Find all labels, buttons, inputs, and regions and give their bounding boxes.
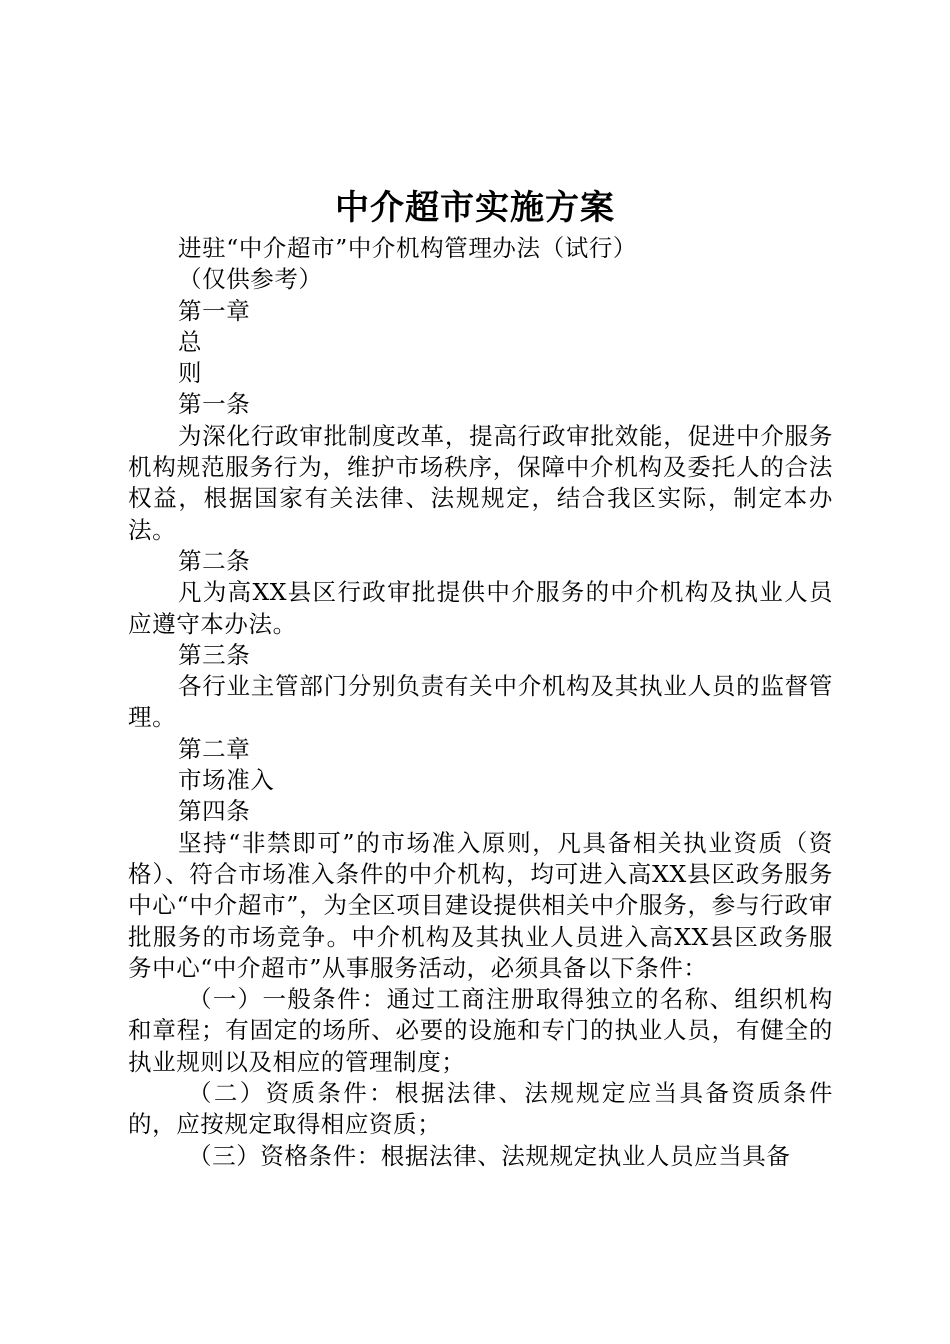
chapter-heading: 第二章 <box>178 734 251 763</box>
chapter-title: 市场准入 <box>178 766 275 795</box>
chapter-title-part: 则 <box>178 359 203 388</box>
condition-item: （三）资格条件：根据法律、法规规定执业人员应当具备 <box>188 1141 791 1170</box>
reference-note: （仅供参考） <box>178 265 323 294</box>
article-text: 各行业主管部门分别负责有关中介机构及其执业人员的监督管理。 <box>128 672 833 732</box>
article-heading: 第三条 <box>178 640 251 669</box>
chapter-heading: 第一章 <box>178 296 251 325</box>
article-text: 为深化行政审批制度改革，提高行政审批效能，促进中介服务机构规范服务行为，维护市场秩序，保障中介机构及委托人的合法权益，根据国家有关法律、法规规定，结合我区实际，制定本办法。 <box>128 421 833 544</box>
article-text: 凡为高XX县区行政审批提供中介服务的中介机构及执业人员应遵守本办法。 <box>128 578 833 638</box>
article-heading: 第二条 <box>178 546 251 575</box>
condition-item: （二）资质条件：根据法律、法规规定应当具备资质条件的，应按规定取得相应资质； <box>128 1079 833 1139</box>
document-subtitle: 进驻“中介超市”中介机构管理办法（试行） <box>178 234 638 262</box>
document-body <box>128 233 833 1172</box>
article-heading: 第一条 <box>178 390 251 419</box>
document-title: 中介超市实施方案 <box>335 188 615 228</box>
chapter-title-part: 总 <box>178 327 203 356</box>
article-heading: 第四条 <box>178 797 251 826</box>
article-text: 坚持“非禁即可”的市场准入原则，凡具备相关执业资质（资格）、符合市场准入条件的中介机构，均可进入高XX县区政务服务中心“中介超市”，为全区项目建设提供相关中介服务，参与行政审批服务的市场竞争。中介机构及其执业人员进入高XX县区政务服务中心“中介超市”从事服务活动，必须具备以下条件： <box>128 828 833 982</box>
condition-item: （一）一般条件：通过工商注册取得独立的名称、组织机构和章程；有固定的场所、必要的设施和专门的执业人员，有健全的执业规则以及相应的管理制度； <box>128 985 833 1076</box>
